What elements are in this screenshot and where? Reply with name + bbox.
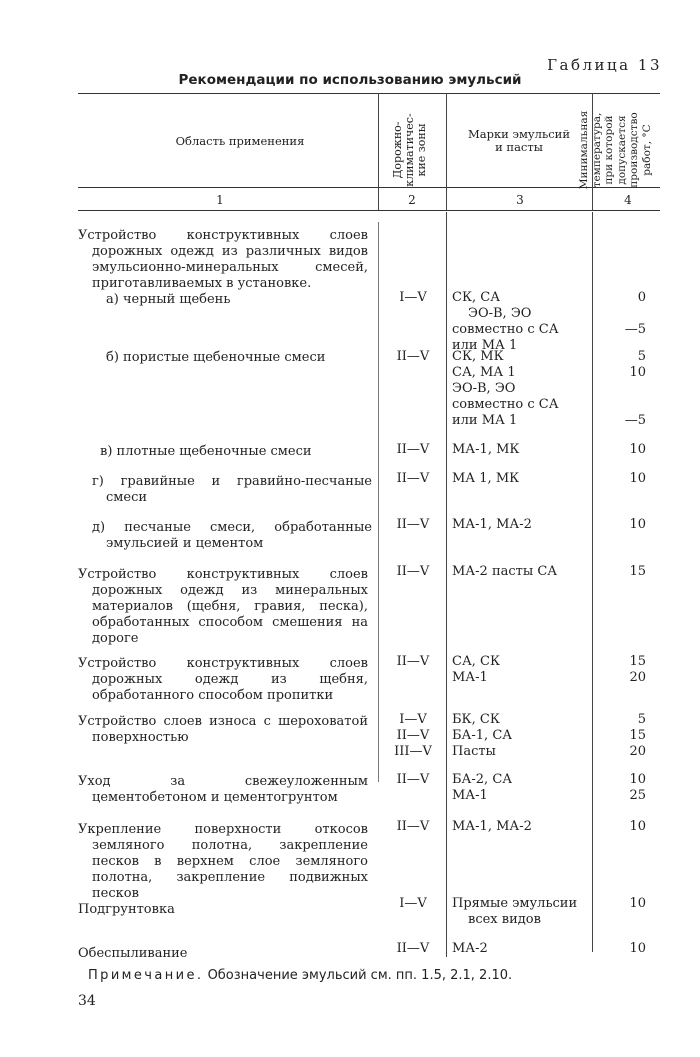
row-area-8: Обеспыливание [78,946,188,961]
footnote-label: Примечание. [88,968,204,983]
col-number-3: 3 [516,193,524,207]
row-zone-1a: I—V [399,290,427,305]
row-area-6: Укрепление поверхности откосов земляного полотна, закрепление песков в верхнем слое земляного полотна, закрепление подвижных песков [78,822,368,901]
row-temps-4: 5 15 20 [629,712,646,759]
header-brands: Марки эмульсий и пасты [468,127,570,154]
row-area-1d: г) гравийные и гравийно-песчаные смеси [92,474,372,505]
row-brands-5: БА-2, СА МА-1 [452,772,513,803]
row-area-1a: а) черный щебень [106,292,231,307]
row-area-1b: б) пористые щебеночные смеси [106,350,326,365]
row-area-5: Уход за свежеуложенным цементобетоном и цементогрунтом [78,774,368,805]
row-area-4: Устройство слоев износа с шероховатой поверхностью [78,714,368,745]
header-divider-2 [446,93,447,210]
row-zone-8: II—V [396,941,430,956]
row-zone-5: II—V [396,772,430,787]
row-zone-3: II—V [396,654,430,669]
row-brands-1d: МА 1, МК [452,471,520,486]
colnum-bottom-rule [78,210,660,211]
table-footnote [88,968,512,983]
row-area-1e: д) песчаные смеси, обработанные эмульсией и цементом [92,520,372,551]
row-area-1c: в) плотные щебеночные смеси [100,444,312,459]
col-number-1: 1 [216,193,224,207]
row-temps-6: 10 [629,819,646,834]
col-number-2: 2 [408,193,416,207]
row-area-2: Устройство конструктивных слоев дорожных одежд из минеральных материалов (щебня, гравия, песка), обработанных способом смешения на дороге [78,567,368,646]
row-temps-1e: 10 [629,517,646,532]
page-number: 34 [78,993,96,1009]
header-divider-1 [378,93,379,210]
row-temps-7: 10 [629,896,646,911]
header-min-temp: Минимальная температура, при которой допускается производство работ, °С [578,110,653,190]
row-zone-1b: II—V [396,349,430,364]
row-temps-1d: 10 [629,471,646,486]
body-divider-2 [446,212,447,957]
col-number-4: 4 [624,193,632,207]
row-brands-3: СА, СК МА-1 [452,654,501,685]
row-zone-2: II—V [396,564,430,579]
table-top-rule [78,93,660,94]
row-area-1: Устройство конструктивных слоев дорожных одежд из различных видов эмульсионно-минеральных смесей, приготавливаемых в установке. [78,228,368,291]
row-brands-7: Прямые эмульсии всех видов [452,896,578,927]
row-zone-1e: II—V [396,517,430,532]
table-title: Рекомендации по использованию эмульсий [178,72,522,88]
header-zones: Дорожно- климатичес- кие зоны [391,113,428,187]
header-bottom-rule [78,187,660,188]
row-brands-1e: МА-1, МА-2 [452,517,532,532]
row-brands-4: БК, СК БА-1, СА Пасты [452,712,513,759]
row-zone-7: I—V [399,896,427,911]
row-brands-1a: СК, СА ЭО-В, ЭО совместно с СА или МА 1 [452,290,559,353]
row-brands-8: МА-2 [452,941,488,956]
row-temps-1a: 0 —5 [624,290,646,337]
table-number-label: Габлица 13 [547,56,662,74]
row-area-7: Подгрунтовка [78,902,175,917]
row-temps-3: 15 20 [629,654,646,685]
body-divider-3 [592,212,593,952]
row-temps-1c: 10 [629,442,646,457]
row-zones-4: I—V II—V III—V [394,712,432,759]
row-zone-1d: II—V [396,471,430,486]
row-zone-6: II—V [396,819,430,834]
row-brands-2: МА-2 пасты СА [452,564,558,579]
footnote-text: Обозначение эмульсий см. пп. 1.5, 2.1, 2.10. [207,968,513,983]
row-zone-1c: II—V [396,442,430,457]
body-divider-1 [378,222,379,782]
row-temps-5: 10 25 [629,772,646,803]
row-brands-6: МА-1, МА-2 [452,819,532,834]
row-temps-2: 15 [629,564,646,579]
row-temps-1b: 5 10 —5 [624,349,646,428]
row-brands-1b: СК, МК СА, МА 1 ЭО-В, ЭО совместно с СА или МА 1 [452,349,559,428]
row-area-3: Устройство конструктивных слоев дорожных одежд из щебня, обработанного способом пропитки [78,656,368,703]
row-temps-8: 10 [629,941,646,956]
row-brands-1c: МА-1, МК [452,442,520,457]
header-area: Область применения [175,134,305,148]
